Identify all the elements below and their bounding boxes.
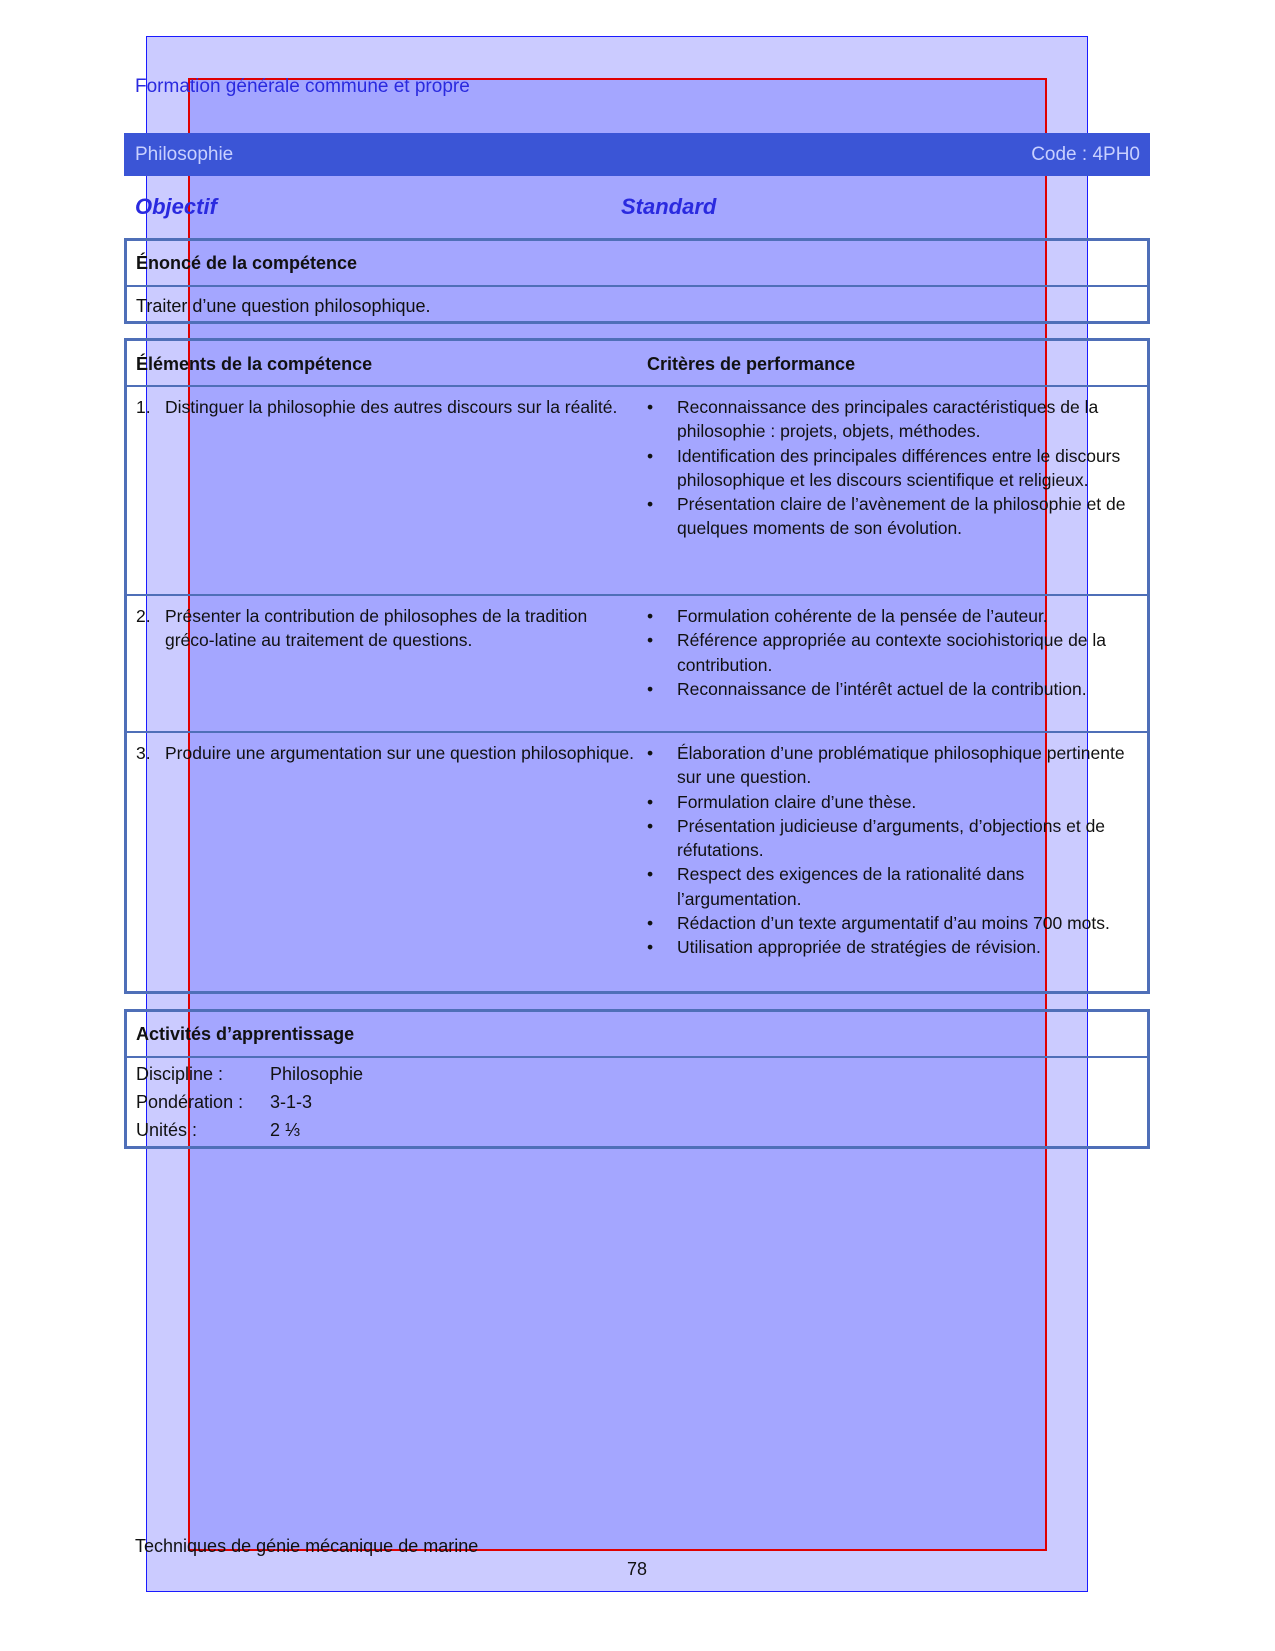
enonce-text: Traiter d’une question philosophique. <box>136 296 431 316</box>
criteria-item: • Présentation claire de l’avènement de la philosophie et de quelques moments de son évolution. <box>647 492 1137 541</box>
criteria-item: • Formulation claire d’une thèse. <box>647 790 1137 814</box>
course-subject: Philosophie <box>135 144 234 165</box>
course-title-bar <box>124 133 1150 176</box>
unites-value: 2 ⅓ <box>270 1120 301 1140</box>
objective-standard-header <box>135 194 1135 224</box>
criteria-item: • Reconnaissance de l’intérêt actuel de la contribution. <box>647 677 1137 701</box>
discipline-line <box>127 1058 1147 1086</box>
unites-label: Unités : <box>136 1120 198 1140</box>
criteria-item: • Respect des exigences de la rationalité dans l’argumentation. <box>647 862 1137 911</box>
activites-box <box>124 1009 1150 1149</box>
course-code-label: Code : <box>1031 144 1088 165</box>
unites-line <box>127 1114 1147 1142</box>
activites-heading: Activités d’apprentissage <box>127 1012 1147 1058</box>
element-text: Produire une argumentation sur une question philosophique. <box>165 743 634 763</box>
criteria-item: • Rédaction d’un texte argumentatif d’au moins 700 mots. <box>647 911 1137 935</box>
element-number: 3. <box>136 743 151 763</box>
criteria-item: • Référence appropriée au contexte sociohistorique de la contribution. <box>647 628 1137 677</box>
element-number: 2. <box>136 606 151 626</box>
enonce-heading: Énoncé de la compétence <box>127 241 1147 287</box>
ponderation-line <box>127 1086 1147 1114</box>
page-number: 78 <box>627 1559 648 1579</box>
discipline-label: Discipline : <box>136 1064 224 1084</box>
table-row <box>127 387 1147 596</box>
criteria-item: • Présentation judicieuse d’arguments, d’objections et de réfutations. <box>647 814 1137 863</box>
elements-table-header <box>127 341 1147 387</box>
elements-table <box>124 338 1150 994</box>
element-text: Distinguer la philosophie des autres discours sur la réalité. <box>165 397 618 417</box>
elements-heading: Éléments de la compétence <box>136 354 373 374</box>
element-number: 1. <box>136 397 151 417</box>
criteria-heading: Critères de performance <box>647 354 856 374</box>
course-code <box>1031 144 1140 166</box>
discipline-value: Philosophie <box>270 1064 364 1084</box>
table-row <box>127 596 1147 733</box>
criteria-item: • Reconnaissance des principales caractéristiques de la philosophie : projets, objets, méthodes. <box>647 395 1137 444</box>
criteria-item: • Élaboration d’une problématique philosophique pertinente sur une question. <box>647 741 1137 790</box>
ponderation-label: Pondération : <box>136 1092 244 1112</box>
enonce-box <box>124 238 1150 324</box>
criteria-item: • Utilisation appropriée de stratégies de révision. <box>647 935 1137 959</box>
ponderation-value: 3-1-3 <box>270 1092 313 1112</box>
criteria-list <box>647 395 1137 541</box>
standard-heading: Standard <box>621 194 717 219</box>
criteria-item: • Identification des principales différences entre le discours philosophique et les discours scientifique et religieux. <box>647 444 1137 493</box>
course-code-value: 4PH0 <box>1092 144 1140 165</box>
criteria-item: • Formulation cohérente de la pensée de l’auteur. <box>647 604 1137 628</box>
footer-text: Techniques de génie mécanique de marine <box>135 1536 479 1556</box>
criteria-list <box>647 741 1137 960</box>
criteria-list <box>647 604 1137 701</box>
program-header: Formation générale commune et propre <box>135 76 470 97</box>
element-text: Présenter la contribution de philosophes de la tradition gréco-latine au traitement de questions. <box>165 606 588 651</box>
objectif-heading: Objectif <box>135 194 217 219</box>
table-row <box>127 733 1147 991</box>
